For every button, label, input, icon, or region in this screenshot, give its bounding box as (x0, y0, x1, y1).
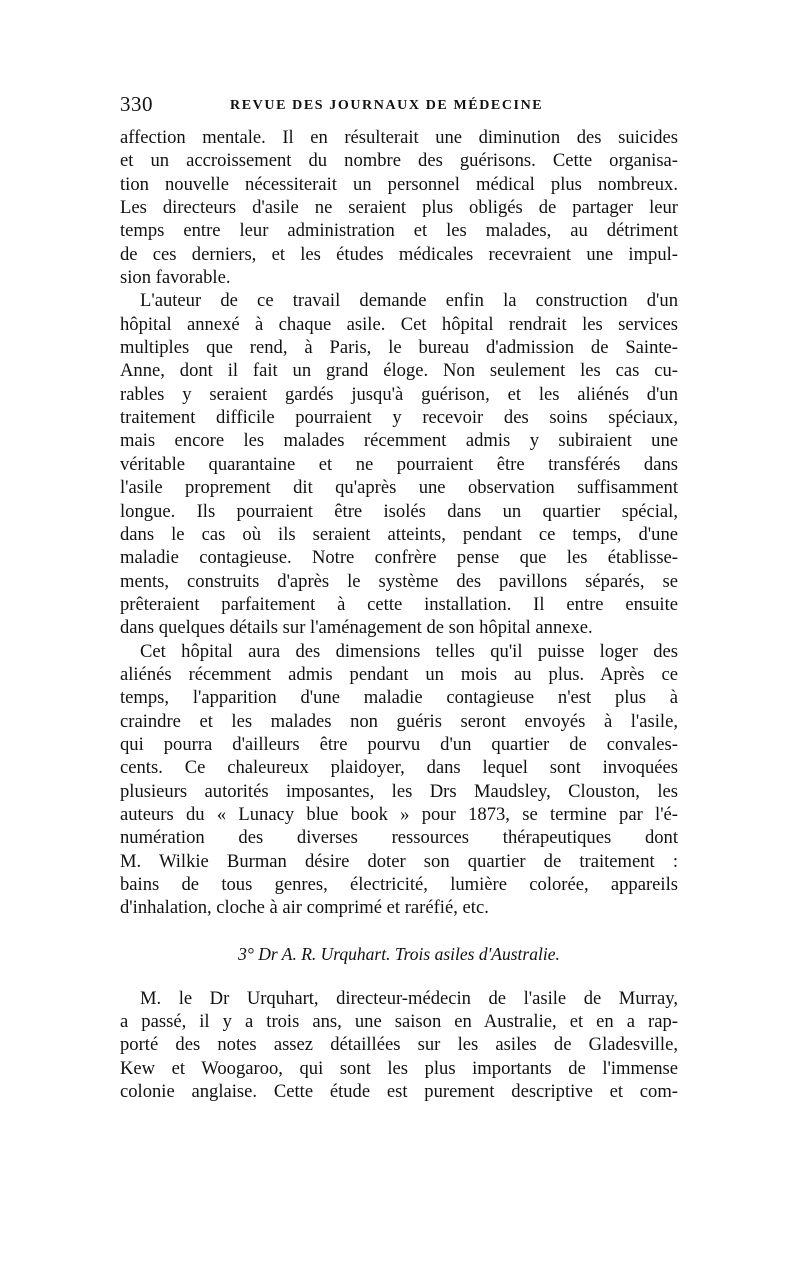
text-line: l'asile proprement dit qu'après une observation suffisamment (120, 477, 678, 499)
text-line: qui pourra d'ailleurs être pourvu d'un quartier de convales- (120, 733, 678, 755)
text-line: Les directeurs d'asile ne seraient plus obligés de partager leur (120, 197, 678, 219)
text-line: et un accroissement du nombre des guérisons. Cette organisa- (120, 150, 678, 172)
text-line: L'auteur de ce travail demande enfin la construction d'un (140, 290, 678, 312)
text-line: multiples que rend, à Paris, le bureau d'admission de Sainte- (120, 337, 678, 359)
text-line: véritable quarantaine et ne pourraient être transférés dans (120, 453, 678, 475)
text-line: tion nouvelle nécessiterait un personnel médical plus nombreux. (120, 173, 678, 195)
text-line: craindre et les malades non guéris seront envoyés à l'asile, (120, 710, 678, 732)
text-line: affection mentale. Il en résulterait une diminution des suicides (120, 127, 678, 148)
text-line: d'inhalation, cloche à air comprimé et raréfié, etc. (120, 897, 489, 919)
paragraph-2 (120, 289, 678, 639)
text-line: de ces derniers, et les études médicales recevraient une impul- (120, 243, 678, 265)
text-line: colonie anglaise. Cette étude est purement descriptive et com- (120, 1081, 678, 1103)
text-line: numération des diverses ressources thérapeutiques dont (120, 827, 678, 849)
text-line: mais encore les malades récemment admis y subiraient une (120, 430, 678, 452)
text-line: auteurs du « Lunacy blue book » pour 1873, se termine par l'é- (120, 803, 678, 825)
text-line: Cet hôpital aura des dimensions telles qu'il puisse loger des (140, 640, 678, 662)
text-line: cents. Ce chaleureux plaidoyer, dans lequel sont invoquées (120, 757, 678, 779)
text-line: longue. Ils pourraient être isolés dans un quartier spécial, (120, 500, 678, 522)
text-line: rables y seraient gardés jusqu'à guérison, et les aliénés d'un (120, 383, 678, 405)
text-line: maladie contagieuse. Notre confrère pense que les établisse- (120, 547, 678, 569)
text-line: hôpital annexé à chaque asile. Cet hôpital rendrait les services (120, 313, 678, 335)
text-line: dans quelques détails sur l'aménagement de son hôpital annexe. (120, 617, 593, 639)
text-line: plusieurs autorités imposantes, les Drs Maudsley, Clouston, les (120, 780, 678, 802)
text-line: sion favorable. (120, 267, 231, 289)
text-line: dans le cas où ils seraient atteints, pendant ce temps, d'une (120, 523, 678, 545)
text-line: temps, l'apparition d'une maladie contagieuse n'est plus à (120, 687, 678, 709)
text-line: bains de tous genres, électricité, lumière colorée, appareils (120, 874, 678, 895)
text-line: Kew et Woogaroo, qui sont les plus importants de l'immense (120, 1057, 678, 1079)
document-page (120, 92, 678, 1103)
journal-title: REVUE DES JOURNAUX DE MÉDECINE (230, 98, 544, 113)
text-line: ments, construits d'après le système des pavillons séparés, se (120, 570, 678, 592)
text-line: M. le Dr Urquhart, directeur-médecin de l'asile de Murray, (140, 987, 678, 1009)
text-line: Anne, dont il fait un grand éloge. Non seulement les cas cu- (120, 360, 678, 382)
page-number: 330 (120, 92, 153, 116)
paragraph-1 (120, 126, 678, 289)
text-line: a passé, il y a trois ans, une saison en Australie, et en a rap- (120, 1011, 678, 1033)
paragraph-3 (120, 640, 678, 920)
text-line: aliénés récemment admis pendant un mois au plus. Après ce (120, 663, 678, 685)
text-line: temps entre leur administration et les malades, au détriment (120, 220, 678, 242)
paragraph-4 (120, 987, 678, 1104)
text-line: porté des notes assez détaillées sur les asiles de Gladesville, (120, 1034, 678, 1056)
text-line: M. Wilkie Burman désire doter son quartier de traitement : (120, 850, 678, 872)
text-line: prêteraient parfaitement à cette installation. Il entre ensuite (120, 593, 678, 615)
section-title: 3° Dr A. R. Urquhart. Trois asiles d'Australie. (238, 943, 560, 964)
text-line: traitement difficile pourraient y recevoir des soins spéciaux, (120, 407, 678, 429)
running-head (120, 92, 678, 126)
